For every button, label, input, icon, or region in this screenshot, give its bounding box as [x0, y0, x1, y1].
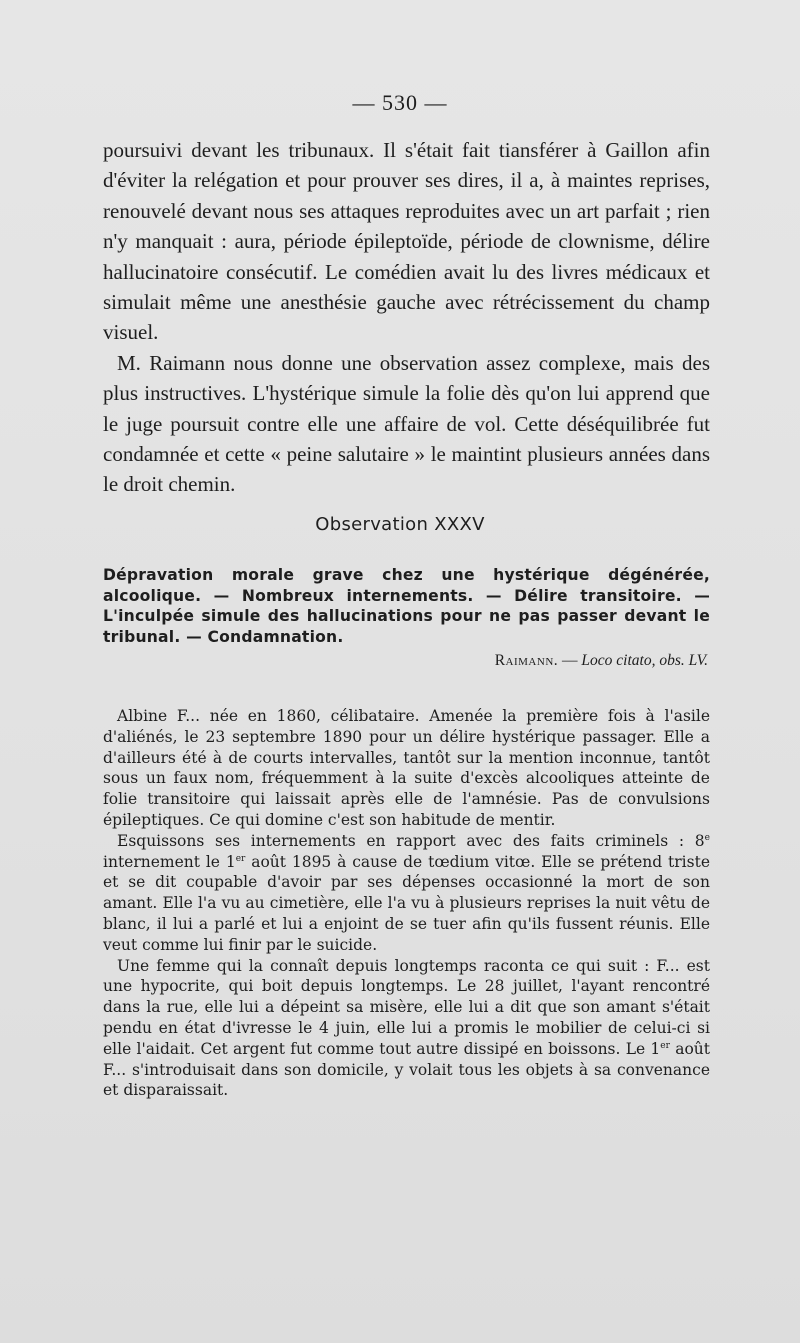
paragraph: poursuivi devant les tribunaux. Il s'était fait tiansférer à Gaillon afin d'éviter la relégation et pour prouver ses dires, il a, à maintes reprises, renouvelé devant nous ses attaques reproduites avec un art parfait ; rien n'y manquait : aura, période épileptoïde, période de clownisme, délire hallucinatoire consécutif. Le comédien avait lu des livres médicaux et simulait même une anesthésie gauche avec rétrécissement du champ visuel.: [103, 138, 710, 345]
superscript: er: [235, 853, 246, 864]
paragraph-text: Esquissons ses internements en rapport avec des faits criminels : 8: [117, 831, 705, 850]
paragraph-text: Une femme qui la connaît depuis longtemps raconta ce qui suit : F... est une hypocrite, qui boit depuis longtemps. Le 28 juillet, l'ayant rencontré dans la rue, elle lui a dépeint sa misère, elle lui a dit que son amant s'était pendu en état d'ivresse le 4 juin, elle lui a promis le mobilier de celui-ci si elle l'aidait. Cet argent fut comme tout autre dissipé en boissons. Le 1: [103, 956, 710, 1058]
paragraph-text: Albine F... née en 1860, célibataire. Amenée la première fois à l'asile d'aliénés, le 23 septembre 1890 pour un délire hystérique passager. Elle a d'ailleurs été à de courts intervalles, tantôt sur la mention inconnue, tantôt sous un faux nom, fréquemment à la suite d'excès alcooliques atteinte de folie transitoire qui laissait après elle de l'amnésie. Pas de convulsions épileptiques. Ce qui domine c'est son habitude de mentir.: [103, 707, 710, 829]
observation-subtitle: Dépravation morale grave chez une hystérique dégénérée, alcoolique. — Nombreux internements. — Délire transitoire. — L'inculpée simule des hallucinations pour ne pas passer devant le tribunal. — Condamnation.: [103, 566, 710, 646]
citation: [495, 652, 708, 670]
paragraph-text: août F... s'introduisait dans son domicile, y volait tous les objets à sa convenance et disparaissait.: [103, 1039, 710, 1100]
paragraph-text: août 1895 à cause de tœdium vitœ. Elle se prétend triste et se dit coupable d'avoir par ses dépenses occasionné la mort de son amant. Elle l'a vu au cimetière, elle l'a vu à plusieurs reprises la nuit vêtu de blanc, il lui a parlé et lui a enjoint de se tuer afin qu'ils fussent réunis. Elle veut comme lui finir par le suicide.: [103, 852, 710, 954]
intro-text: [103, 135, 710, 500]
citation-separator: —: [558, 652, 582, 669]
observation-heading: Observation XXXV: [315, 514, 485, 535]
paragraph-text: internement le 1: [103, 852, 236, 871]
paragraph: M. Raimann nous donne une observation assez complexe, mais des plus instructives. L'hystérique simule la folie dès qu'on lui apprend que le juge poursuit contre elle une affaire de vol. Cette déséquilibrée fut condamnée et cette « peine salutaire » le maintint plusieurs années dans le droit chemin.: [103, 350, 710, 497]
paragraph: [103, 956, 710, 1102]
observation-body: [103, 706, 710, 1101]
superscript: er: [660, 1040, 670, 1051]
superscript: e: [704, 832, 710, 843]
page-number: — 530 —: [352, 90, 448, 115]
paragraph: [103, 831, 710, 956]
paragraph: [103, 706, 710, 831]
citation-author: Raimann.: [494, 652, 559, 669]
citation-work: Loco citato, obs. LV.: [581, 652, 708, 669]
